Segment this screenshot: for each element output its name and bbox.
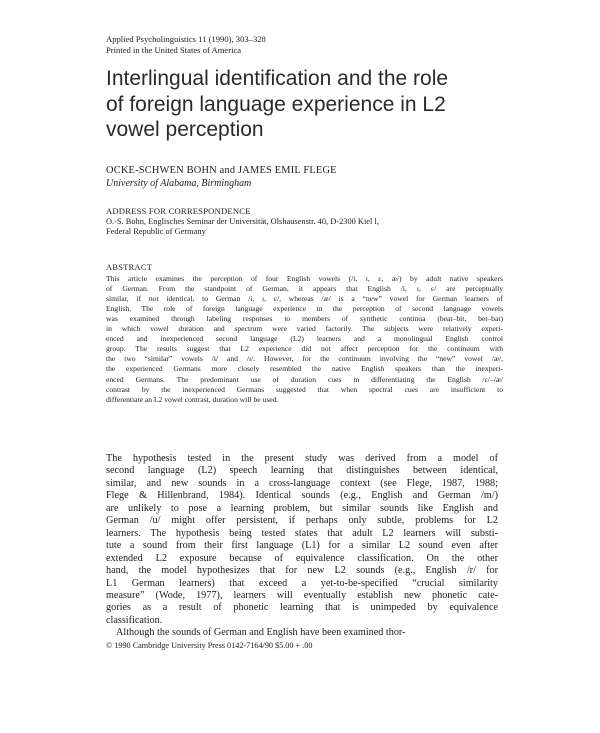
abstract-line: contrast by the inexperienced Germans suggested that when spectral cues are insufficient to [106,384,503,394]
abstract [106,263,503,405]
body-line: measure” (Wode, 1977), learners will eventually establish new phonetic cate- [106,589,498,601]
body-line: hand, the model hypothesizes that for new L2 sounds (e.g., English /r/ for [106,565,498,577]
abstract-line: enced Germans. The predominant use of duration cues in differentiating the English /ɛ/–/æ/ [106,374,503,384]
abstract-line: enced and inexperienced second language (L2) learners and a monolingual English control [106,334,503,344]
body-paragraph-2: Although the sounds of German and English have been examined thor- [116,627,406,639]
abstract-line: differentiate an L2 vowel contrast, duration will be used. [106,394,279,404]
address-heading: ADDRESS FOR CORRESPONDENCE [106,206,251,216]
printed-in: Printed in the United States of America [106,45,242,55]
body-line: are unlikely to pose a learning problem, but similar sounds like English and [106,502,498,514]
body-line: similar, and new sounds in a cross-language context (see Flege, 1987, 1988; [106,477,498,489]
body-line: classification. [106,614,163,626]
title-line-1: Interlingual identification and the role [106,67,449,90]
body-line: L1 German learners) that exceed a yet-to-be-specified “crucial similarity [106,577,498,589]
body-line: extended L2 exposure because of equivalence classification. On the other [106,552,498,564]
body-line: The hypothesis tested in the present study was derived from a model of [106,453,498,464]
abstract-line: in which vowel duration and spectrum were varied factorily. The subjects were relatively experi- [106,324,503,334]
abstract-line: the two “similar” vowels /i/ and /ɪ/. However, for the continuum involving the “new” vowel /æ/, [106,354,503,364]
abstract-line: the experienced Germans more closely resembled the native English speakers than the inexperi- [106,364,503,374]
copyright-line: © 1990 Cambridge University Press 0142-7164/90 $5.00 + .00 [106,641,313,650]
journal-citation: Applied Psycholinguistics 11 (1990), 303–328 [106,34,266,44]
body-line: tute a sound from their first language (L1) for a similar L2 sound even after [106,540,498,552]
abstract-line: This article examines the perception of four English vowels (/i, ɪ, ɛ, æ/) by adult native speakers [106,274,503,284]
article-title [106,66,506,143]
title-line-2: of foreign language experience in L2 [106,92,446,116]
affiliation: University of Alabama, Birmingham [106,178,252,189]
abstract-line: of German. From the standpoint of German, it appears that English /i, ɪ, ɛ/ are perceptually [106,284,503,294]
abstract-line: was examined through labeling responses to members of synthetic continua (beat–bit, bet–bat) [106,314,503,324]
body-line: German /u/ might offer persistent, if perhaps only subtle, problems for L2 [106,515,498,527]
body-line: Flege & Hillenbrand, 1984). Identical sounds (e.g., English and German /m/) [106,490,498,502]
abstract-heading: ABSTRACT [106,263,153,272]
authors: OCKE-SCHWEN BOHN and JAMES EMIL FLEGE [106,165,337,176]
title-line-3: vowel perception [106,118,264,141]
body-line: learners. The hypothesis being tested states that adult L2 learners will substi- [106,527,498,539]
abstract-line: similar, if not identical, to German /i, ɪ, ɛ/, whereas /æ/ is a “new” vowel for German learners of [106,294,503,304]
abstract-line: group. The results suggest that L2 experience did not affect perception for the continuum with [106,344,503,354]
correspondence-address [106,206,506,238]
body-text [106,453,498,640]
address-line-2: Federal Republic of Germany [106,227,206,236]
address-line-1: O.-S. Bohn, Englisches Seminar der Universität, Olshausenstr. 40, D-2300 Kiel l, [106,216,379,226]
body-line: gories as a result of phonetic learning that is unimpeded by equivalence [106,602,498,614]
journal-info [106,34,266,56]
body-line: second language (L2) speech learning that distinguishes between identical, [106,465,498,477]
abstract-line: English. The role of foreign language experience in the perception of second language vowels [106,304,503,314]
